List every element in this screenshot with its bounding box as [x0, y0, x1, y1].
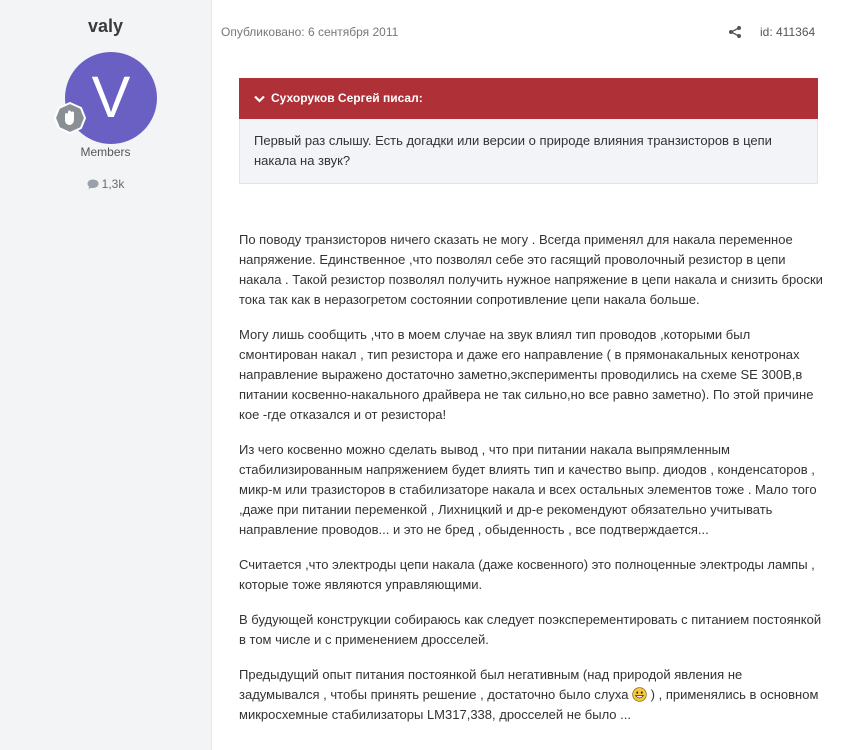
post-date[interactable]: Опубликовано: 6 сентября 2011 [221, 25, 399, 39]
post-panel [212, 0, 845, 750]
paragraph-text: ) , применялись в основном микросхемные стабилизаторы LM317,338, дросселей не было ... [239, 687, 819, 722]
chevron-down-icon [254, 95, 265, 103]
paragraph: Из чего косвенно можно сделать вывод , что при питании накала выпрямленным стабилизированным напряжением будет влиять тип и качество выпр. диодов , конденсаторов , микр-м или тразисторов в стабилизаторе накала и всех остальных элементов тоже . Мало того ,даже при питании переменкой , Лихницкий и др-е рекомендуют обязательно учитывать направление проводов... и это не бред , обыденность , все подтверждается... [239, 442, 817, 537]
share-icon[interactable] [728, 25, 742, 39]
paragraph [239, 665, 824, 725]
grin-emoji-icon [632, 687, 647, 702]
post-count[interactable] [0, 177, 211, 191]
author-panel [0, 0, 211, 750]
post-id[interactable]: id: 411364 [760, 25, 816, 39]
paragraph-text: Предыдущий опыт питания постоянкой был негативным (над природой явления не задумывался , чтобы принять решение , достаточно было слуха [239, 667, 743, 702]
paragraph: В будующей конструкции собираюсь как следует поэксперементировать с питанием постоянкой в том числе и с применением дросселей. [239, 612, 822, 647]
quote-text: Первый раз слышу. Есть догадки или версии о природе влияния транзисторов в цепи накала на звук? [254, 133, 772, 168]
quote-block [239, 78, 818, 184]
quote-header[interactable] [239, 78, 818, 119]
comment-icon [87, 179, 99, 190]
post-count-value: 1,3k [101, 177, 125, 191]
member-group: Members [80, 145, 131, 159]
paragraph: Могу лишь сообщить ,что в моем случае на звук влиял тип проводов ,которыми был смонтирован накал , тип резистора и даже его направление ( в прямонакальных кенотронах направление выражено достаточно заметно,эксперименты проводились на схеме SE 300B,в питании косвенно-накального драйвера не так сильно,но все равно заметно). По этой причине кое -где отказался и от резистора! [239, 327, 814, 422]
avatar-letter: V [91, 65, 131, 130]
hand-badge-icon [54, 102, 86, 134]
author-username[interactable]: valy [87, 16, 124, 36]
paragraph: По поводу транзисторов ничего сказать не могу . Всегда применял для накала переменное напряжение. Единственное ,что позволял себе это гасящий проволочный резистор в цепи накала . Такой резистор позволял получить нужное напряжение в цепи накала и снизить броски тока так как в неразогретом состоянии сопротивление цепи накала больше. [239, 232, 823, 307]
quote-author: Сухоруков Сергей писал: [271, 91, 423, 105]
post-content [239, 230, 824, 740]
paragraph: Считается ,что электроды цепи накала (даже косвенного) это полноценные электроды лампы , которые тоже являются управляющими. [239, 557, 815, 592]
